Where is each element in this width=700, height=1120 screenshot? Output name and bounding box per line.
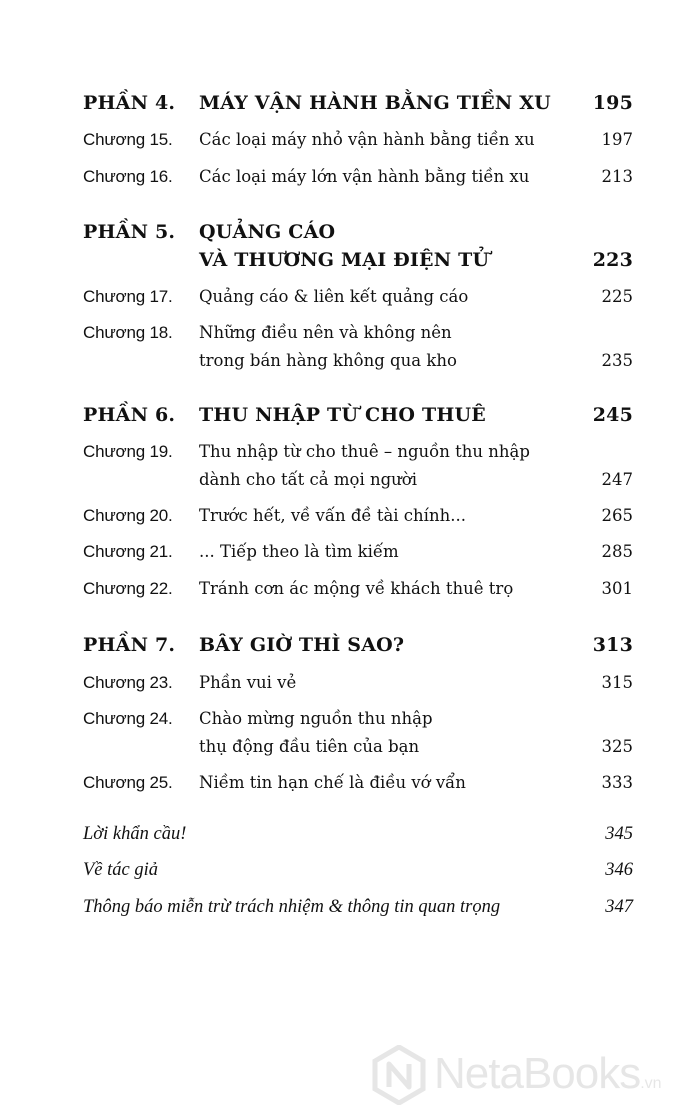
chapter-title: ... Tiếp theo là tìm kiếm	[199, 542, 399, 561]
toc-extra-loi-khan-cau[interactable]	[83, 824, 633, 848]
chapter-page-number: 315	[601, 673, 633, 692]
chapter-page-number: 333	[601, 773, 633, 792]
toc-chapter-25[interactable]	[83, 773, 633, 795]
chapter-title-line-2: thụ động đầu tiên của bạn	[199, 737, 420, 756]
chapter-title: Trước hết, về vấn đề tài chính...	[199, 506, 466, 525]
chapter-page-number: 325	[601, 737, 633, 756]
chapter-title: Niềm tin hạn chế là điều vớ vẩn	[199, 773, 466, 792]
part-title-line-2: VÀ THƯƠNG MẠI ĐIỆN TỬ	[199, 249, 490, 271]
chapter-title: Phần vui vẻ	[199, 673, 297, 692]
chapter-title-line-2: trong bán hàng không qua kho	[199, 351, 457, 370]
part-page-number: 195	[592, 92, 633, 114]
toc-chapter-23[interactable]	[83, 673, 633, 695]
chapter-title: Quảng cáo & liên kết quảng cáo	[199, 287, 469, 306]
toc-chapter-18[interactable]	[83, 323, 633, 373]
toc-chapter-15[interactable]	[83, 130, 633, 152]
part-page-number: 223	[592, 249, 633, 271]
chapter-page-number: 225	[601, 287, 633, 306]
chapter-label: Chương 25.	[83, 773, 173, 792]
netabooks-watermark	[372, 1045, 692, 1105]
toc-chapter-20[interactable]	[83, 506, 633, 528]
part-title-line-1: QUẢNG CÁO	[199, 221, 336, 243]
chapter-page-number: 235	[601, 351, 633, 370]
toc-chapter-16[interactable]	[83, 167, 633, 189]
chapter-page-number: 301	[601, 579, 633, 598]
chapter-label: Chương 19.	[83, 442, 173, 461]
chapter-title-line-2: dành cho tất cả mọi người	[199, 470, 418, 489]
toc-chapter-17[interactable]	[83, 287, 633, 309]
chapter-label: Chương 18.	[83, 323, 173, 342]
extra-title: Về tác giả	[83, 860, 159, 880]
chapter-title: Các loại máy nhỏ vận hành bằng tiền xu	[199, 130, 535, 149]
chapter-title: Các loại máy lớn vận hành bằng tiền xu	[199, 167, 530, 186]
chapter-label: Chương 22.	[83, 579, 173, 598]
chapter-page-number: 247	[601, 470, 633, 489]
chapter-label: Chương 15.	[83, 130, 173, 149]
chapter-title: Tránh cơn ác mộng về khách thuê trọ	[199, 579, 514, 598]
extra-title: Lời khẩn cầu!	[83, 824, 187, 844]
netabooks-logo-icon	[372, 1045, 426, 1105]
part-title: BÂY GIỜ THÌ SAO?	[199, 634, 405, 656]
chapter-page-number: 265	[601, 506, 633, 525]
toc-chapter-21[interactable]	[83, 542, 633, 564]
chapter-label: Chương 16.	[83, 167, 173, 186]
chapter-title-line-1: Những điều nên và không nên	[199, 323, 452, 342]
chapter-label: Chương 21.	[83, 542, 173, 561]
part-title: MÁY VẬN HÀNH BẰNG TIỀN XU	[199, 92, 551, 114]
chapter-label: Chương 23.	[83, 673, 173, 692]
part-label: PHẦN 4.	[83, 92, 176, 114]
chapter-page-number: 285	[601, 542, 633, 561]
toc-chapter-19[interactable]	[83, 442, 633, 492]
chapter-title-line-1: Thu nhập từ cho thuê – nguồn thu nhập	[199, 442, 530, 461]
chapter-label: Chương 17.	[83, 287, 173, 306]
chapter-label: Chương 24.	[83, 709, 173, 728]
extra-title: Thông báo miễn trừ trách nhiệm & thông tin quan trọng	[83, 897, 501, 917]
part-page-number: 313	[592, 634, 633, 656]
toc-chapter-24[interactable]	[83, 709, 633, 759]
part-label: PHẦN 5.	[83, 221, 176, 243]
part-label: PHẦN 7.	[83, 634, 176, 656]
chapter-page-number: 197	[601, 130, 633, 149]
toc-extra-ve-tac-gia[interactable]	[83, 860, 633, 884]
toc-part-4[interactable]	[83, 92, 633, 116]
part-title: THU NHẬP TỪ CHO THUÊ	[199, 404, 486, 426]
part-label: PHẦN 6.	[83, 404, 176, 426]
part-page-number: 245	[592, 404, 633, 426]
toc-part-5[interactable]	[83, 221, 633, 273]
toc-part-7[interactable]	[83, 634, 633, 658]
chapter-page-number: 213	[601, 167, 633, 186]
toc-extra-thong-bao[interactable]	[83, 897, 633, 921]
watermark-brand: NetaBooks.vn	[434, 1049, 662, 1098]
extra-page-number: 346	[605, 860, 633, 880]
toc-part-6[interactable]	[83, 404, 633, 428]
extra-page-number: 347	[605, 897, 633, 917]
chapter-title-line-1: Chào mừng nguồn thu nhập	[199, 709, 433, 728]
extra-page-number: 345	[605, 824, 633, 844]
chapter-label: Chương 20.	[83, 506, 173, 525]
toc-chapter-22[interactable]	[83, 579, 633, 601]
